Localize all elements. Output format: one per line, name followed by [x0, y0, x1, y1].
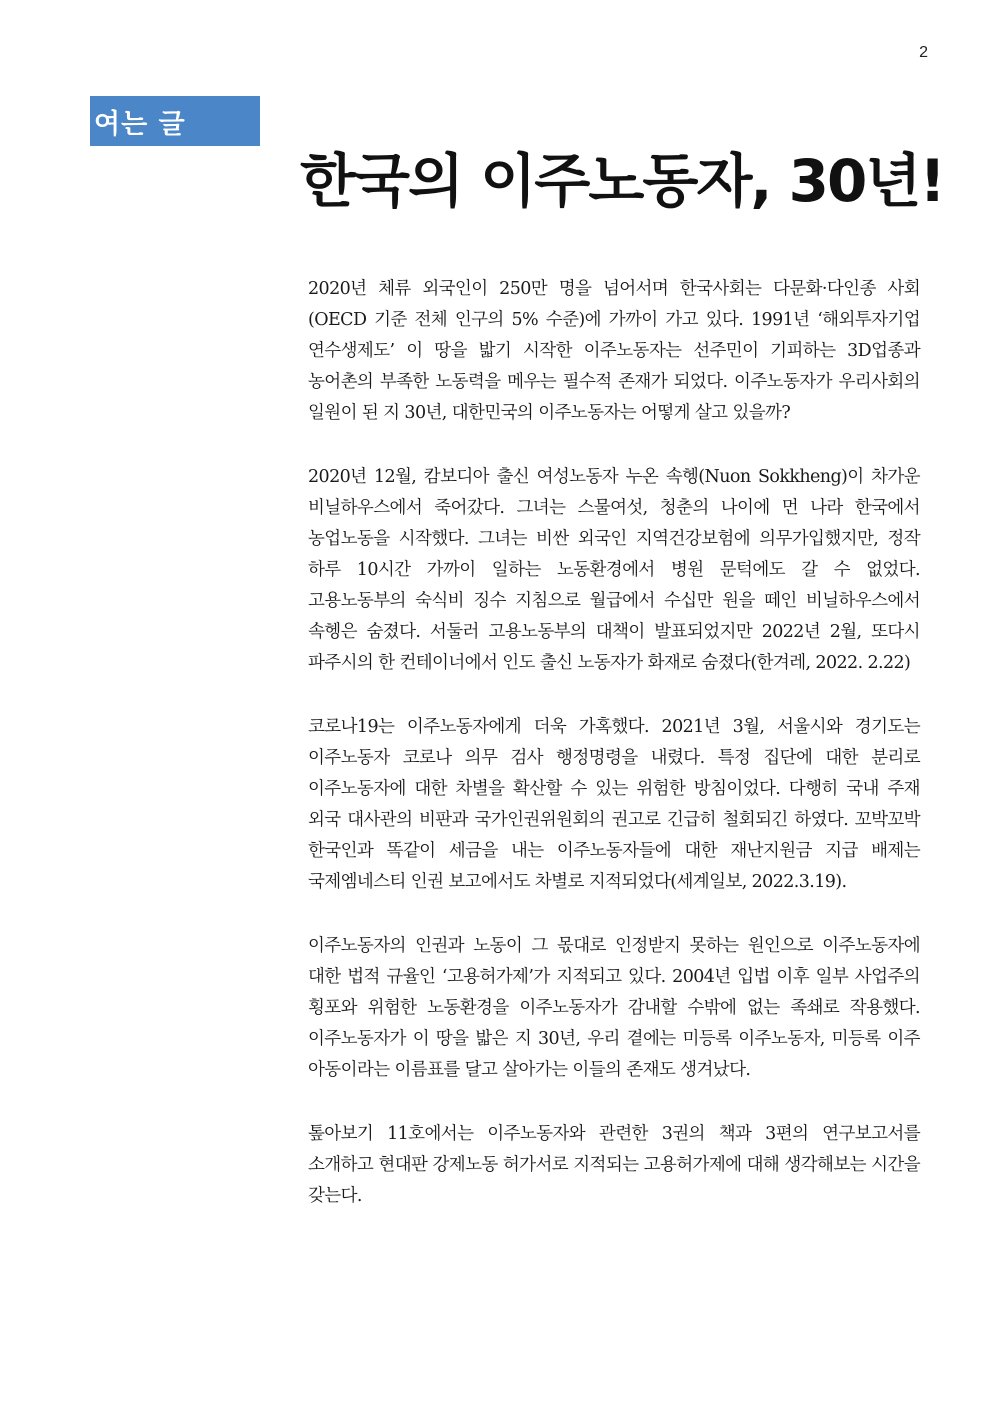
- page-title: 한국의 이주노동자, 30년!: [300, 147, 944, 215]
- paragraph-intro: 2020년 체류 외국인이 250만 명을 넘어서며 한국사회는 다문화·다인종 사회(OECD 기준 전체 인구의 5% 수준)에 가까이 가고 있다. 1991년 ‘해외투자기업 연수생제도’ 이 땅을 밟기 시작한 이주노동자는 선주민이 기피하는 3D업종과 농어촌의 부족한 노동력을 메우는 필수적 존재가 되었다. 이주노동자가 우리사회의 일원이 된 지 30년, 대한민국의 이주노동자는 어떻게 살고 있을까?: [308, 279, 920, 423]
- page-number: 2: [919, 44, 928, 61]
- section-tag: 여는 글: [90, 96, 260, 146]
- paragraph-issue-overview: 톺아보기 11호에서는 이주노동자와 관련한 3권의 책과 3편의 연구보고서를 소개하고 현대판 강제노동 허가서로 지적되는 고용허가제에 대해 생각해보는 시간을 갖는다.: [308, 1124, 920, 1206]
- article-body: [308, 274, 920, 1245]
- paragraph-covid: 코로나19는 이주노동자에게 더욱 가혹했다. 2021년 3월, 서울시와 경기도는 이주노동자 코로나 의무 검사 행정명령을 내렸다. 특정 집단에 대한 분리로 이주노동자에 대한 차별을 확산할 수 있는 위험한 방침이었다. 다행히 국내 주재 외국 대사관의 비판과 국가인권위원회의 권고로 긴급히 철회되긴 하였다. 꼬박꼬박 한국인과 똑같이 세금을 내는 이주노동자들에 대한 재난지원금 지급 배제는 국제엠네스티 인권 보고에서도 차별로 지적되었다(세계일보, 2022.3.19).: [308, 717, 920, 892]
- paragraph-employment-permit: 이주노동자의 인권과 노동이 그 몫대로 인정받지 못하는 원인으로 이주노동자에 대한 법적 규율인 ‘고용허가제’가 지적되고 있다. 2004년 입법 이후 일부 사업주의 횡포와 위험한 노동환경을 이주노동자가 감내할 수밖에 없는 족쇄로 작용했다. 이주노동자가 이 땅을 밟은 지 30년, 우리 곁에는 미등록 이주노동자, 미등록 이주 아동이라는 이름표를 달고 살아가는 이들의 존재도 생겨났다.: [308, 936, 920, 1080]
- paragraph-sokkheng: 2020년 12월, 캄보디아 출신 여성노동자 누온 속헹(Nuon Sokkheng)이 차가운 비닐하우스에서 죽어갔다. 그녀는 스물여섯, 청춘의 나이에 먼 나라 한국에서 농업노동을 시작했다. 그녀는 비싼 외국인 지역건강보험에 의무가입했지만, 정작 하루 10시간 가까이 일하는 노동환경에서 병원 문턱에도 갈 수 없었다. 고용노동부의 숙식비 징수 지침으로 월급에서 수십만 원을 떼인 비닐하우스에서 속헹은 숨졌다. 서둘러 고용노동부의 대책이 발표되었지만 2022년 2월, 또다시 파주시의 한 컨테이너에서 인도 출신 노동자가 화재로 숨졌다(한겨레, 2022. 2.22): [308, 467, 920, 673]
